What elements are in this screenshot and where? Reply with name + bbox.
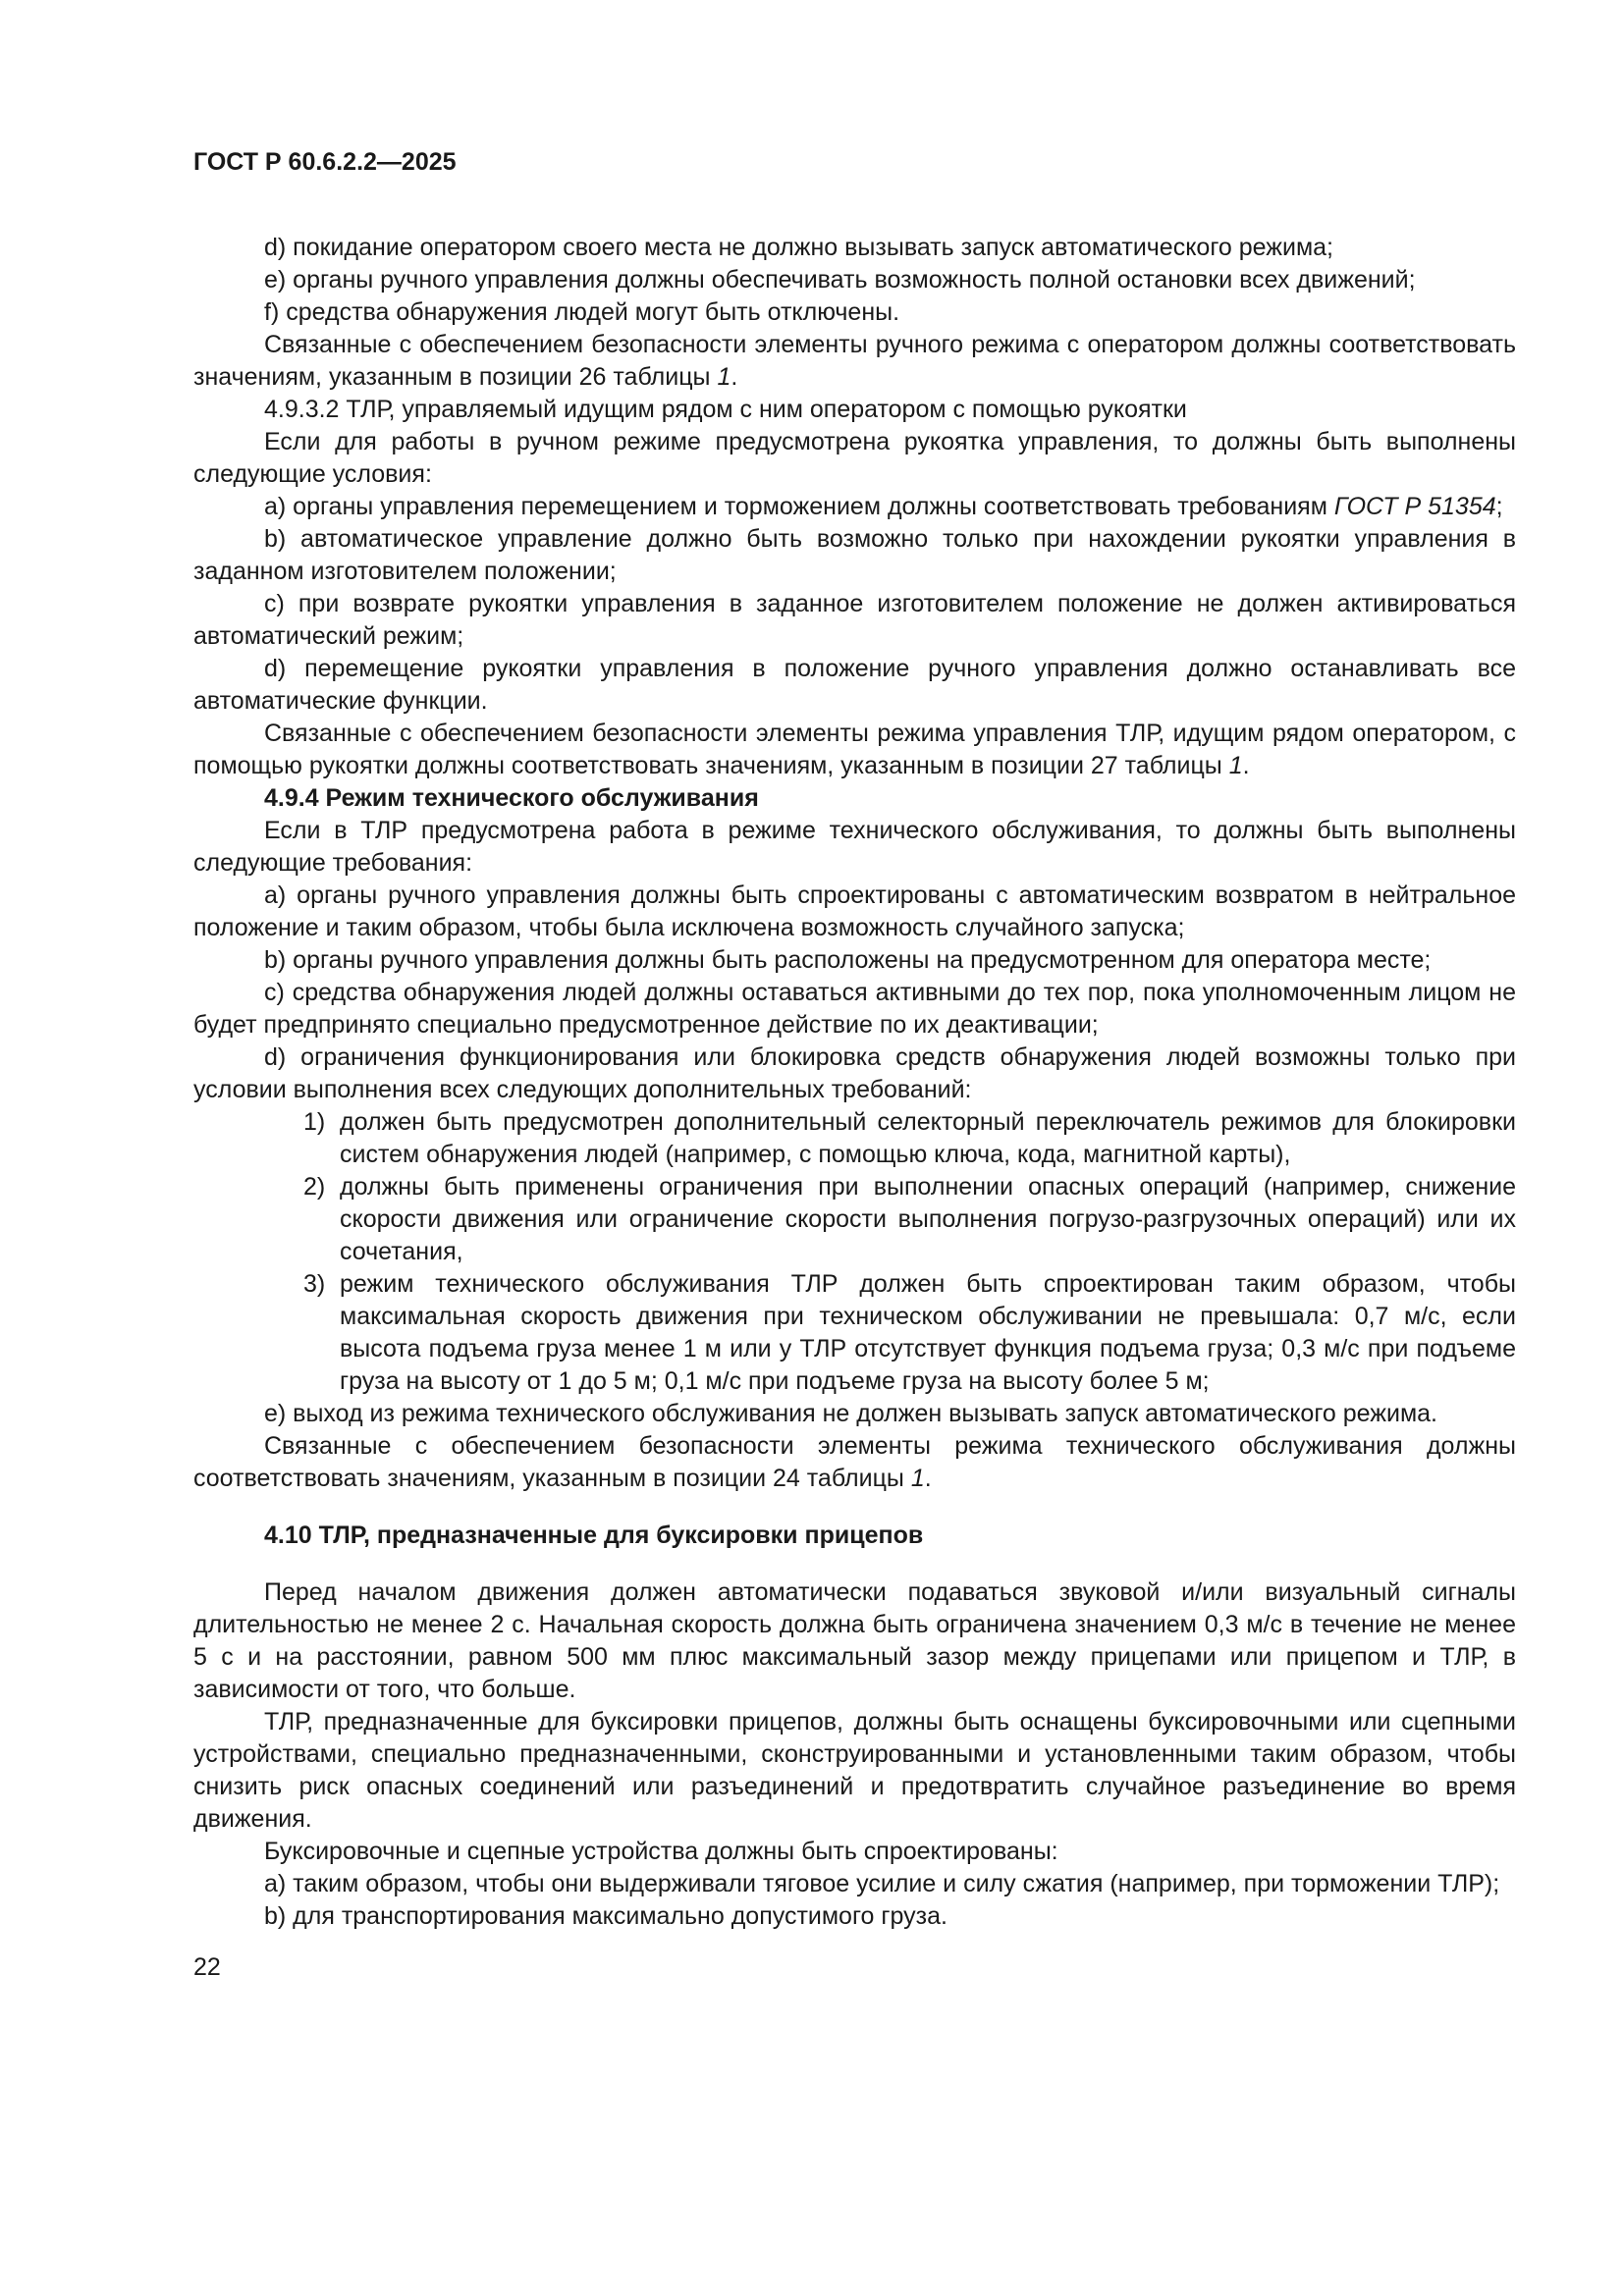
list-item-e: e) выход из режима технического обслуживания не должен вызывать запуск автоматического режима.	[264, 1400, 1437, 1427]
paragraph: Если в ТЛР предусмотрена работа в режиме технического обслуживания, то должны быть выполнены следующие требования:	[193, 817, 1516, 877]
table-reference: 1	[1228, 752, 1243, 779]
paragraph: Связанные с обеспечением безопасности элементы ручного режима с оператором должны соответствовать значениям, указанным в позиции 26 таблицы 1.	[193, 331, 1516, 391]
section-heading-4-9-4: 4.9.4 Режим технического обслуживания	[264, 784, 759, 812]
numbered-item-2	[303, 1171, 1516, 1268]
paragraph: Перед началом движения должен автоматически подаваться звуковой и/или визуальный сигналы длительностью не менее 2 с. Начальная скорость должна быть ограничена значением 0,3 м/с в течение не менее 5 с и на расстоянии, равном 500 мм плюс максимальный зазор между прицепами или прицепом и ТЛР, в зависимости от того, что больше.	[193, 1578, 1516, 1703]
item-number: 2)	[303, 1173, 326, 1201]
paragraph: Связанные с обеспечением безопасности элементы режима технического обслуживания должны соответствовать значениям, указанным в позиции 24 таблицы 1.	[193, 1432, 1516, 1492]
list-item-d: d) перемещение рукоятки управления в положение ручного управления должно останавливать все автоматические функции.	[193, 655, 1516, 715]
page-number: 22	[193, 1953, 221, 1981]
list-item-d: d) ограничения функционирования или блокировка средств обнаружения людей возможны только при условии выполнения всех следующих дополнительных требований:	[193, 1043, 1516, 1103]
table-reference: 1	[717, 363, 731, 391]
paragraph: ТЛР, предназначенные для буксировки прицепов, должны быть оснащены буксировочными или сцепными устройствами, специально предназначенными, сконструированными и установленными таким образом, чтобы снизить риск опасных соединений или разъединений и предотвратить случайное разъединение во время движения.	[193, 1708, 1516, 1833]
item-number: 3)	[303, 1270, 326, 1298]
paragraph: Связанные с обеспечением безопасности элементы режима управления ТЛР, идущим рядом оператором, с помощью рукоятки должны соответствовать значениям, указанным в позиции 27 таблицы 1.	[193, 720, 1516, 779]
clause-heading: 4.9.3.2 ТЛР, управляемый идущим рядом с ним оператором с помощью рукоятки	[264, 396, 1187, 423]
list-item-e: e) органы ручного управления должны обеспечивать возможность полной остановки всех движений;	[264, 266, 1416, 294]
table-reference: 1	[910, 1465, 925, 1492]
list-item-c: c) средства обнаружения людей должны оставаться активными до тех пор, пока уполномоченным лицом не будет предпринято специально предусмотренное действие по их деактивации;	[193, 979, 1516, 1039]
document-body	[193, 232, 1516, 1933]
document-header: ГОСТ Р 60.6.2.2—2025	[193, 148, 457, 176]
list-item-a: a) органы управления перемещением и торможением должны соответствовать требованиям ГОСТ Р 51354;	[264, 493, 1503, 520]
list-item-d: d) покидание оператором своего места не должно вызывать запуск автоматического режима;	[264, 234, 1334, 261]
item-text: режим технического обслуживания ТЛР должен быть спроектирован таким образом, чтобы максимальная скорость движения при техническом обслуживании не превышала: 0,7 м/с, если высота подъема груза менее 1 м или у ТЛР отсутствует функция подъема груза; 0,3 м/с при подъеме груза на высоту от 1 до 5 м; 0,1 м/с при подъеме груза на высоту более 5 м;	[340, 1270, 1516, 1395]
section-heading-4-10: 4.10 ТЛР, предназначенные для буксировки прицепов	[264, 1522, 924, 1549]
list-item-a: a) таким образом, чтобы они выдерживали тяговое усилие и силу сжатия (например, при торможении ТЛР);	[264, 1870, 1500, 1897]
document-page	[193, 147, 1516, 1982]
paragraph: Если для работы в ручном режиме предусмотрена рукоятка управления, то должны быть выполнены следующие условия:	[193, 428, 1516, 488]
list-item-f: f) средства обнаружения людей могут быть отключены.	[264, 298, 900, 326]
item-text: должны быть применены ограничения при выполнении опасных операций (например, снижение скорости движения или ограничение скорости выполнения погрузо-разгрузочных операций) или их сочетания,	[340, 1173, 1516, 1265]
paragraph: Буксировочные и сцепные устройства должны быть спроектированы:	[264, 1838, 1058, 1865]
list-item-c: c) при возврате рукоятки управления в заданное изготовителем положение не должен активироваться автоматический режим;	[193, 590, 1516, 650]
item-number: 1)	[303, 1108, 326, 1136]
list-item-b: b) для транспортирования максимально допустимого груза.	[264, 1902, 947, 1930]
item-text: должен быть предусмотрен дополнительный селекторный переключатель режимов для блокировки систем обнаружения людей (например, с помощью ключа, кода, магнитной карты),	[340, 1108, 1516, 1168]
standard-reference: ГОСТ Р 51354	[1333, 493, 1496, 520]
numbered-item-3	[303, 1268, 1516, 1398]
list-item-b: b) органы ручного управления должны быть расположены на предусмотренном для оператора месте;	[264, 946, 1432, 974]
list-item-a: a) органы ручного управления должны быть спроектированы с автоматическим возвратом в нейтральное положение и таким образом, чтобы была исключена возможность случайного запуска;	[193, 881, 1516, 941]
numbered-item-1	[303, 1106, 1516, 1171]
list-item-b: b) автоматическое управление должно быть возможно только при нахождении рукоятки управления в заданном изготовителем положении;	[193, 525, 1516, 585]
